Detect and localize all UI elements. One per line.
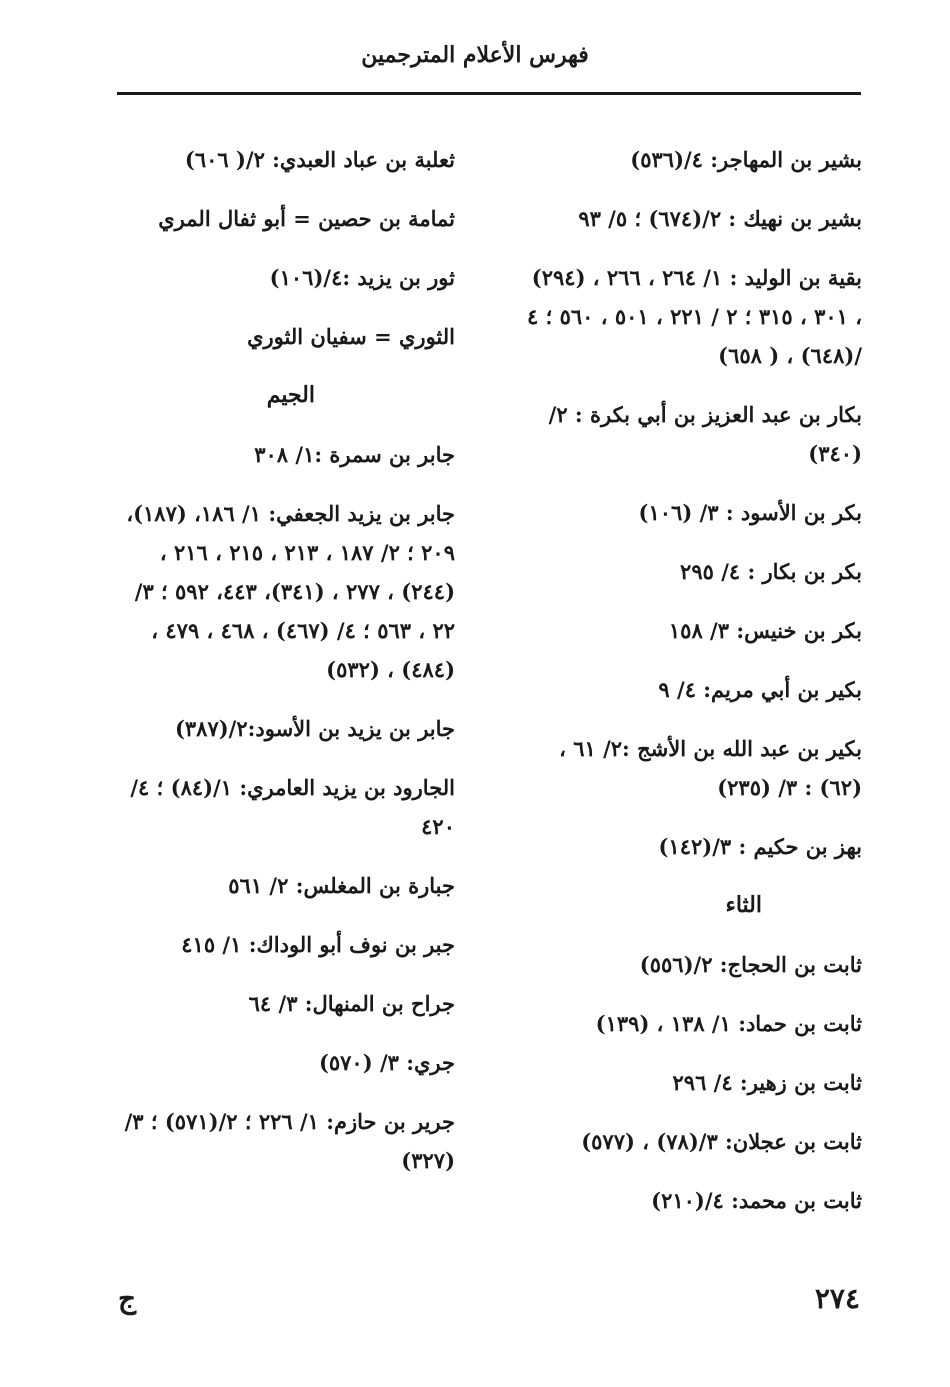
left-column [115, 140, 455, 1200]
index-entry: جابر بن يزيد بن الأسود:٢/(٣٨٧) [174, 716, 455, 741]
index-entry: ثابت بن الحجاج: ٢/(٥٥٦) [639, 952, 862, 977]
section-heading-tha: الثاء [725, 892, 762, 918]
index-entry: بكار بن عبد العزيز بن أبي بكرة : ٢/ (٣٤٠) [548, 402, 862, 466]
index-entry: جبارة بن المغلس: ٢/ ٥٦١ [228, 873, 455, 898]
index-entry: بشير بن نهيك : ٢/(٦٧٤) ؛ ٥/ ٩٣ [578, 206, 862, 231]
index-entry: الجارود بن يزيد العامري: ١/(٨٤) ؛ ٤/ ٤٢٠ [130, 775, 455, 839]
index-entry: جابر بن سمرة :١/ ٣٠٨ [254, 442, 455, 467]
index-entry: ثابت بن محمد: ٤/(٢١٠) [651, 1188, 862, 1213]
index-entry: الثوري = سفيان الثوري [247, 324, 455, 349]
index-entry: بكر بن الأسود : ٣/ (١٠٦) [638, 500, 862, 525]
index-entry: ثمامة بن حصين = أبو ثفال المري [158, 206, 455, 231]
header-rule [117, 92, 861, 95]
index-entry: جرير بن حازم: ١/ ٢٢٦ ؛ ٢/(٥٧١) ؛ ٣/ (٣٢٧) [124, 1109, 455, 1173]
index-entry: جراح بن المنهال: ٣/ ٦٤ [248, 991, 455, 1016]
index-entry: ثابت بن عجلان: ٣/(٧٨) ، (٥٧٧) [581, 1129, 862, 1154]
index-entry: ثعلبة بن عباد العبدي: ٢/( ٦٠٦) [184, 147, 455, 172]
index-entry: ثور بن يزيد :٤/(١٠٦) [269, 265, 455, 290]
index-entry: ثابت بن زهير: ٤/ ٢٩٦ [672, 1070, 862, 1095]
index-entry: بقية بن الوليد : ١/ ٢٦٤ ، ٢٦٦ ، (٢٩٤) ، ٣٠١ ، ٣١٥ ؛ ٢ / ٢٢١ ، ٥٠١ ، ٥٦٠ ؛ ٤ /(٦٤٨) ، ( ٦٥٨) [526, 265, 862, 368]
index-entry: بكير بن أبي مريم: ٤/ ٩ [658, 677, 862, 702]
right-column [520, 140, 862, 1240]
index-entry: بشير بن المهاجر: ٤/(٥٣٦) [630, 147, 862, 172]
index-entry: جبر بن نوف أبو الوداك: ١/ ٤١٥ [181, 932, 455, 957]
index-entry: بكر بن خنيس: ٣/ ١٥٨ [668, 618, 862, 643]
index-entry: ثابت بن حماد: ١/ ١٣٨ ، (١٣٩) [595, 1011, 862, 1036]
index-entry: بهز بن حكيم : ٣/(١٤٢) [658, 834, 862, 859]
signature-mark: ج [118, 1282, 137, 1315]
index-entry: بكير بن عبد الله بن الأشج :٢/ ٦١ ، (٦٢) : ٣/ (٢٣٥) [559, 736, 862, 800]
index-entry: جابر بن يزيد الجعفي: ١/ ١٨٦، (١٨٧)، ٢٠٩ ؛ ٢/ ١٨٧ ، ٢١٣ ، ٢١٥ ، ٢١٦ ، (٢٤٤) ، ٢٧٧ ، (٣٤١)، ٤٤٣، ٥٩٢ ؛ ٣/ ٢٢ ، ٥٦٣ ؛ ٤/ (٤٦٧) ، ٤٦٨ ، ٤٧٩ ، (٤٨٤) ، (٥٣٢) [126, 501, 455, 682]
page-title: فهرس الأعلام المترجمين [361, 42, 589, 68]
page-number: ٢٧٤ [814, 1282, 860, 1315]
index-entry: جري: ٣/ (٥٧٠) [318, 1050, 455, 1075]
index-entry: بكر بن بكار : ٤/ ٢٩٥ [680, 559, 862, 584]
section-heading-jim: الجيم [266, 382, 315, 408]
